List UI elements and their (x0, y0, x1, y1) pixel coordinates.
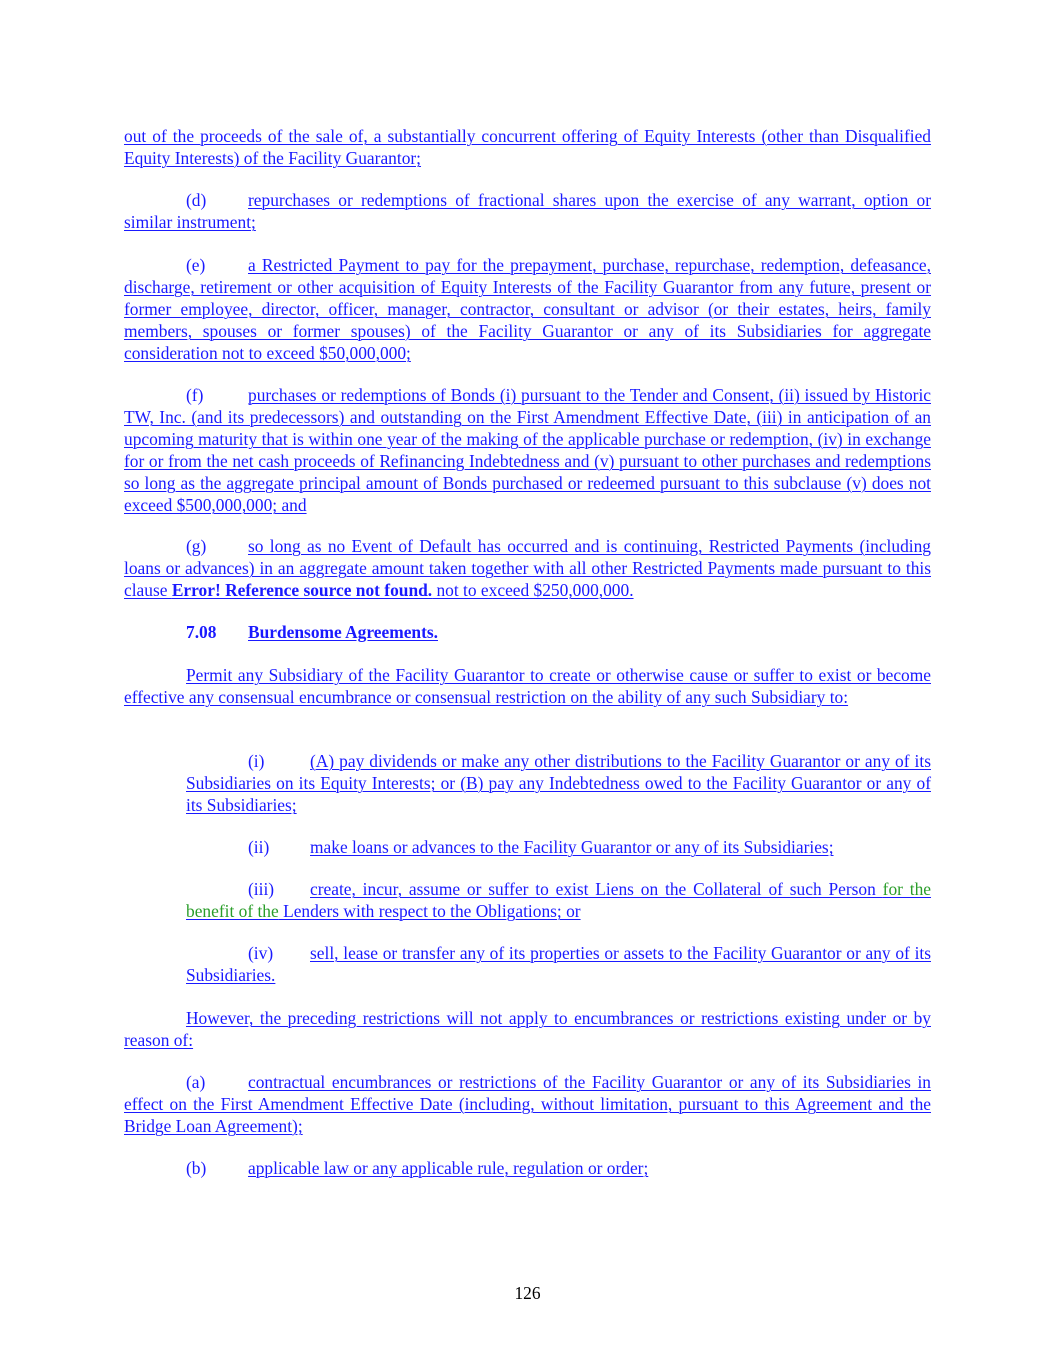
clause-text: purchases or redemptions of Bonds (i) pursuant to the Tender and Consent, (ii) issued by Historic TW, Inc. (and its predecessors) and outstanding on the First Amendment Effective Date, (iii) in anticipation of an upcoming maturity that is within one year of the making of the applicable purchase or redemption, (iv) in exchange for or from the net cash proceeds of Refinancing Indebtedness and (v) pursuant to other purchases and redemptions so long as the aggregate principal amount of Bonds purchased or redeemed pursuant to this subclause (v) does not exceed $500,000,000; and (124, 385, 931, 515)
clause-number: (d) (186, 190, 207, 210)
clause-e (124, 254, 931, 364)
clause-number: (a) (186, 1072, 206, 1092)
clause-text: a Restricted Payment to pay for the prepayment, purchase, repurchase, redemption, defeasance, discharge, retirement or other acquisition of Equity Interests of the Facility Guarantor from any future, present or former employee, director, officer, manager, contractor, consultant or advisor (or their estates, heirs, family members, spouses or former spouses) of the Facility Guarantor or any of its Subsidiaries for aggregate consideration not to exceed $50,000,000; (124, 255, 931, 363)
clause-text-end: not to exceed $250,000,000. (432, 580, 634, 600)
clause-number: (ii) (248, 837, 270, 857)
paragraph-text: However, the preceding restrictions will not apply to encumbrances or restrictions existing under or by reason of: (124, 1008, 931, 1050)
clause-text: sell, lease or transfer any of its properties or assets to the Facility Guarantor or any of its Subsidiaries. (186, 943, 931, 985)
clause-text: (A) pay dividends or make any other distributions to the Facility Guarantor or any of its Subsidiaries on its Equity Interests; or (B) pay any Indebtedness owed to the Facility Guarantor or any of its Subsidiaries; (186, 751, 931, 815)
clause-number: (b) (186, 1158, 207, 1178)
clause-number: (g) (186, 536, 207, 556)
permit-paragraph (124, 664, 931, 708)
clause-b (124, 1157, 931, 1179)
clause-f (124, 384, 931, 516)
clause-text: repurchases or redemptions of fractional shares upon the exercise of any warrant, option or similar instrument; (124, 190, 931, 232)
section-title: Burdensome Agreements. (248, 622, 438, 642)
paragraph-continuation (124, 125, 931, 169)
clause-number: (f) (186, 385, 204, 405)
paragraph-text: out of the proceeds of the sale of, a substantially concurrent offering of Equity Interests (other than Disqualified Equity Interests) of the Facility Guarantor; (124, 126, 931, 168)
clause-a (124, 1071, 931, 1137)
moved-text: for the benefit of the (186, 879, 932, 921)
page-number: 126 (514, 1283, 541, 1303)
clause-text-end: Lenders with respect to the Obligations; or (278, 901, 581, 921)
clause-text: so long as no Event of Default has occurred and is continuing, Restricted Payments (including loans or advances) in an aggregate amount taken together with all other Restricted Payments made pursuant to this clause (124, 536, 931, 600)
clause-d (124, 189, 931, 233)
sub-clause-i (186, 750, 931, 816)
reference-error-text: Error! Reference source not found. (171, 580, 433, 600)
clause-g (124, 535, 931, 601)
sub-clause-iv (186, 942, 931, 986)
clause-number: (iv) (248, 943, 274, 963)
clause-text: contractual encumbrances or restrictions of the Facility Guarantor or any of its Subsidiaries in effect on the First Amendment Effective Date (including, without limitation, pursuant to this Agreement and the Bridge Loan Agreement); (124, 1072, 931, 1136)
section-number: 7.08 (186, 622, 217, 642)
clause-number: (e) (186, 255, 206, 275)
however-paragraph (124, 1007, 931, 1051)
clause-number: (i) (248, 751, 265, 771)
clause-text: make loans or advances to the Facility Guarantor or any of its Subsidiaries; (310, 837, 834, 857)
paragraph-text: Permit any Subsidiary of the Facility Guarantor to create or otherwise cause or suffer to exist or become effective any consensual encumbrance or consensual restriction on the ability of any such Subsidiary to: (124, 665, 931, 707)
clause-number: (iii) (248, 879, 275, 899)
sub-clause-ii (186, 836, 931, 858)
sub-clause-iii (186, 878, 931, 922)
section-heading (186, 621, 438, 643)
clause-text: applicable law or any applicable rule, regulation or order; (248, 1158, 649, 1178)
clause-text: create, incur, assume or suffer to exist Liens on the Collateral of such Person (310, 879, 883, 899)
